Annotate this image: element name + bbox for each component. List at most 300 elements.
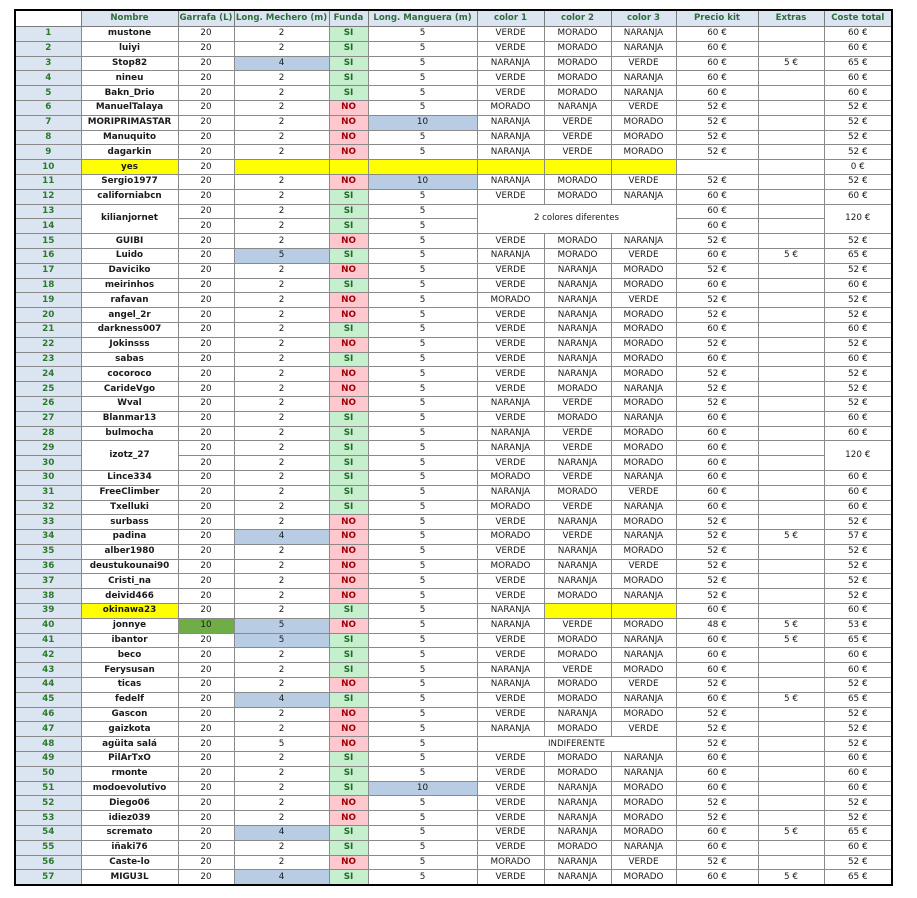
row-number[interactable]: 32: [15, 500, 81, 515]
color1-cell[interactable]: NARANJA: [477, 678, 544, 693]
garrafa-cell[interactable]: 20: [178, 485, 234, 500]
color1-cell[interactable]: VERDE: [477, 352, 544, 367]
manguera-cell[interactable]: 5: [368, 308, 477, 323]
header-funda[interactable]: Funda: [329, 10, 368, 27]
row-number[interactable]: 9: [15, 145, 81, 160]
total-cell[interactable]: 60 €: [824, 322, 892, 337]
mechero-cell[interactable]: 2: [234, 189, 329, 204]
manguera-cell[interactable]: 5: [368, 248, 477, 263]
precio-cell[interactable]: 60 €: [676, 781, 758, 796]
funda-cell[interactable]: NO: [329, 308, 368, 323]
funda-cell[interactable]: SI: [329, 485, 368, 500]
precio-cell[interactable]: 52 €: [676, 737, 758, 752]
nombre-cell[interactable]: Daviciko: [81, 263, 178, 278]
extras-cell[interactable]: [758, 189, 824, 204]
color3-cell[interactable]: NARANJA: [611, 71, 676, 86]
color3-cell[interactable]: [611, 604, 676, 619]
color3-cell[interactable]: MORADO: [611, 618, 676, 633]
row-number[interactable]: 36: [15, 559, 81, 574]
garrafa-cell[interactable]: 20: [178, 500, 234, 515]
mechero-cell[interactable]: 2: [234, 27, 329, 42]
total-cell[interactable]: 52 €: [824, 722, 892, 737]
funda-cell[interactable]: NO: [329, 234, 368, 249]
funda-cell[interactable]: NO: [329, 100, 368, 115]
mechero-cell[interactable]: 2: [234, 219, 329, 234]
color3-cell[interactable]: MORADO: [611, 781, 676, 796]
extras-cell[interactable]: [758, 574, 824, 589]
manguera-cell[interactable]: 5: [368, 826, 477, 841]
header-nombre[interactable]: Nombre: [81, 10, 178, 27]
row-number[interactable]: 18: [15, 278, 81, 293]
color1-cell[interactable]: VERDE: [477, 633, 544, 648]
color3-cell[interactable]: VERDE: [611, 485, 676, 500]
manguera-cell[interactable]: 5: [368, 530, 477, 545]
precio-cell[interactable]: 60 €: [676, 189, 758, 204]
mechero-cell[interactable]: 2: [234, 781, 329, 796]
funda-cell[interactable]: NO: [329, 589, 368, 604]
funda-cell[interactable]: NO: [329, 530, 368, 545]
row-number[interactable]: 47: [15, 722, 81, 737]
garrafa-cell[interactable]: 20: [178, 293, 234, 308]
garrafa-cell[interactable]: 20: [178, 248, 234, 263]
mechero-cell[interactable]: 2: [234, 293, 329, 308]
extras-cell[interactable]: [758, 559, 824, 574]
manguera-cell[interactable]: 5: [368, 766, 477, 781]
manguera-cell[interactable]: 5: [368, 322, 477, 337]
color1-cell[interactable]: VERDE: [477, 515, 544, 530]
total-cell[interactable]: 120 €: [824, 204, 892, 234]
garrafa-cell[interactable]: 20: [178, 544, 234, 559]
garrafa-cell[interactable]: 20: [178, 796, 234, 811]
extras-cell[interactable]: [758, 678, 824, 693]
row-number[interactable]: 45: [15, 692, 81, 707]
color3-cell[interactable]: NARANJA: [611, 766, 676, 781]
row-number[interactable]: 17: [15, 263, 81, 278]
funda-cell[interactable]: SI: [329, 322, 368, 337]
color3-cell[interactable]: NARANJA: [611, 382, 676, 397]
nombre-cell[interactable]: ibantor: [81, 633, 178, 648]
funda-cell[interactable]: NO: [329, 115, 368, 130]
color3-cell[interactable]: MORADO: [611, 456, 676, 471]
color2-cell[interactable]: VERDE: [544, 441, 611, 456]
color2-cell[interactable]: NARANJA: [544, 544, 611, 559]
mechero-cell[interactable]: 2: [234, 204, 329, 219]
nombre-cell[interactable]: PilArTxO: [81, 752, 178, 767]
colors-merged-cell[interactable]: 2 colores diferentes: [477, 204, 676, 234]
row-number[interactable]: 46: [15, 707, 81, 722]
color1-cell[interactable]: MORADO: [477, 855, 544, 870]
funda-cell[interactable]: SI: [329, 71, 368, 86]
funda-cell[interactable]: SI: [329, 204, 368, 219]
nombre-cell[interactable]: jonnye: [81, 618, 178, 633]
funda-cell[interactable]: SI: [329, 86, 368, 101]
extras-cell[interactable]: [758, 515, 824, 530]
header-color2[interactable]: color 2: [544, 10, 611, 27]
mechero-cell[interactable]: 2: [234, 367, 329, 382]
total-cell[interactable]: 60 €: [824, 352, 892, 367]
nombre-cell[interactable]: alber1980: [81, 544, 178, 559]
color3-cell[interactable]: VERDE: [611, 100, 676, 115]
funda-cell[interactable]: SI: [329, 766, 368, 781]
garrafa-cell[interactable]: 20: [178, 352, 234, 367]
mechero-cell[interactable]: 5: [234, 248, 329, 263]
garrafa-cell[interactable]: 20: [178, 322, 234, 337]
row-number[interactable]: 52: [15, 796, 81, 811]
row-number[interactable]: 50: [15, 766, 81, 781]
color3-cell[interactable]: NARANJA: [611, 589, 676, 604]
nombre-cell[interactable]: Ferysusan: [81, 663, 178, 678]
garrafa-cell[interactable]: 20: [178, 41, 234, 56]
color3-cell[interactable]: MORADO: [611, 515, 676, 530]
color1-cell[interactable]: VERDE: [477, 411, 544, 426]
color1-cell[interactable]: NARANJA: [477, 248, 544, 263]
garrafa-cell[interactable]: 20: [178, 456, 234, 471]
funda-cell[interactable]: SI: [329, 470, 368, 485]
funda-cell[interactable]: NO: [329, 722, 368, 737]
manguera-cell[interactable]: 5: [368, 337, 477, 352]
color3-cell[interactable]: NARANJA: [611, 530, 676, 545]
total-cell[interactable]: 60 €: [824, 500, 892, 515]
extras-cell[interactable]: [758, 71, 824, 86]
precio-cell[interactable]: 52 €: [676, 145, 758, 160]
nombre-cell[interactable]: luiyi: [81, 41, 178, 56]
nombre-cell[interactable]: angel_2r: [81, 308, 178, 323]
manguera-cell[interactable]: 5: [368, 204, 477, 219]
row-number[interactable]: 24: [15, 367, 81, 382]
garrafa-cell[interactable]: 20: [178, 707, 234, 722]
nombre-cell[interactable]: Caste-lo: [81, 855, 178, 870]
row-number[interactable]: 14: [15, 219, 81, 234]
nombre-cell[interactable]: rafavan: [81, 293, 178, 308]
color3-cell[interactable]: MORADO: [611, 396, 676, 411]
garrafa-cell[interactable]: 20: [178, 367, 234, 382]
total-cell[interactable]: 52 €: [824, 145, 892, 160]
color2-cell[interactable]: NARANJA: [544, 337, 611, 352]
color1-cell[interactable]: NARANJA: [477, 56, 544, 71]
extras-cell[interactable]: [758, 663, 824, 678]
total-cell[interactable]: 52 €: [824, 515, 892, 530]
nombre-cell[interactable]: ManuelTalaya: [81, 100, 178, 115]
nombre-cell[interactable]: Jokinsss: [81, 337, 178, 352]
total-cell[interactable]: 52 €: [824, 396, 892, 411]
funda-cell[interactable]: NO: [329, 367, 368, 382]
garrafa-cell[interactable]: 20: [178, 174, 234, 189]
row-number[interactable]: 16: [15, 248, 81, 263]
nombre-cell[interactable]: modoevolutivo: [81, 781, 178, 796]
color1-cell[interactable]: MORADO: [477, 293, 544, 308]
mechero-cell[interactable]: 2: [234, 456, 329, 471]
color3-cell[interactable]: MORADO: [611, 337, 676, 352]
garrafa-cell[interactable]: 20: [178, 530, 234, 545]
color2-cell[interactable]: MORADO: [544, 633, 611, 648]
garrafa-cell[interactable]: 20: [178, 337, 234, 352]
precio-cell[interactable]: 52 €: [676, 174, 758, 189]
garrafa-cell[interactable]: 20: [178, 278, 234, 293]
funda-cell[interactable]: NO: [329, 796, 368, 811]
nombre-cell[interactable]: deustukounai90: [81, 559, 178, 574]
extras-cell[interactable]: [758, 367, 824, 382]
precio-cell[interactable]: 60 €: [676, 441, 758, 456]
colors-merged-cell[interactable]: INDIFERENTE: [477, 737, 676, 752]
garrafa-cell[interactable]: 20: [178, 752, 234, 767]
manguera-cell[interactable]: 5: [368, 263, 477, 278]
row-number[interactable]: 41: [15, 633, 81, 648]
funda-cell[interactable]: SI: [329, 41, 368, 56]
color2-cell[interactable]: MORADO: [544, 752, 611, 767]
mechero-cell[interactable]: 2: [234, 855, 329, 870]
precio-cell[interactable]: 52 €: [676, 367, 758, 382]
color1-cell[interactable]: VERDE: [477, 692, 544, 707]
color1-cell[interactable]: VERDE: [477, 456, 544, 471]
total-cell[interactable]: 52 €: [824, 678, 892, 693]
row-number[interactable]: 26: [15, 396, 81, 411]
manguera-cell[interactable]: 5: [368, 41, 477, 56]
manguera-cell[interactable]: 5: [368, 352, 477, 367]
funda-cell[interactable]: NO: [329, 737, 368, 752]
total-cell[interactable]: 60 €: [824, 648, 892, 663]
total-cell[interactable]: 65 €: [824, 870, 892, 885]
garrafa-cell[interactable]: 20: [178, 115, 234, 130]
row-number[interactable]: 56: [15, 855, 81, 870]
row-number[interactable]: 2: [15, 41, 81, 56]
row-number[interactable]: 13: [15, 204, 81, 219]
nombre-cell[interactable]: izotz_27: [81, 441, 178, 471]
color2-cell[interactable]: VERDE: [544, 130, 611, 145]
mechero-cell[interactable]: 4: [234, 870, 329, 885]
color2-cell[interactable]: NARANJA: [544, 707, 611, 722]
garrafa-cell[interactable]: 20: [178, 766, 234, 781]
color2-cell[interactable]: NARANJA: [544, 352, 611, 367]
extras-cell[interactable]: [758, 781, 824, 796]
garrafa-cell[interactable]: 20: [178, 27, 234, 42]
color1-cell[interactable]: VERDE: [477, 574, 544, 589]
color2-cell[interactable]: VERDE: [544, 618, 611, 633]
total-cell[interactable]: 52 €: [824, 544, 892, 559]
funda-cell[interactable]: NO: [329, 574, 368, 589]
extras-cell[interactable]: [758, 604, 824, 619]
color1-cell[interactable]: VERDE: [477, 811, 544, 826]
nombre-cell[interactable]: meirinhos: [81, 278, 178, 293]
extras-cell[interactable]: [758, 456, 824, 471]
mechero-cell[interactable]: 2: [234, 396, 329, 411]
color2-cell[interactable]: NARANJA: [544, 322, 611, 337]
row-number[interactable]: 53: [15, 811, 81, 826]
precio-cell[interactable]: 60 €: [676, 485, 758, 500]
color2-cell[interactable]: VERDE: [544, 115, 611, 130]
total-cell[interactable]: 65 €: [824, 56, 892, 71]
garrafa-cell[interactable]: 20: [178, 426, 234, 441]
total-cell[interactable]: 65 €: [824, 633, 892, 648]
mechero-cell[interactable]: 2: [234, 71, 329, 86]
row-number[interactable]: 8: [15, 130, 81, 145]
total-cell[interactable]: 52 €: [824, 707, 892, 722]
mechero-cell[interactable]: 2: [234, 41, 329, 56]
row-number[interactable]: 3: [15, 56, 81, 71]
extras-cell[interactable]: [758, 840, 824, 855]
color2-cell[interactable]: MORADO: [544, 174, 611, 189]
mechero-cell[interactable]: 2: [234, 648, 329, 663]
color1-cell[interactable]: MORADO: [477, 530, 544, 545]
row-number[interactable]: 49: [15, 752, 81, 767]
manguera-cell[interactable]: 5: [368, 604, 477, 619]
header-precio[interactable]: Precio kit: [676, 10, 758, 27]
total-cell[interactable]: 60 €: [824, 71, 892, 86]
manguera-cell[interactable]: 5: [368, 707, 477, 722]
garrafa-cell[interactable]: 20: [178, 411, 234, 426]
precio-cell[interactable]: 52 €: [676, 559, 758, 574]
total-cell[interactable]: 52 €: [824, 855, 892, 870]
color2-cell[interactable]: NARANJA: [544, 278, 611, 293]
mechero-cell[interactable]: 2: [234, 663, 329, 678]
funda-cell[interactable]: NO: [329, 855, 368, 870]
manguera-cell[interactable]: 5: [368, 811, 477, 826]
extras-cell[interactable]: [758, 293, 824, 308]
extras-cell[interactable]: [758, 86, 824, 101]
precio-cell[interactable]: 52 €: [676, 100, 758, 115]
total-cell[interactable]: 60 €: [824, 766, 892, 781]
row-number[interactable]: 37: [15, 574, 81, 589]
mechero-cell[interactable]: 2: [234, 840, 329, 855]
color1-cell[interactable]: MORADO: [477, 470, 544, 485]
mechero-cell[interactable]: 2: [234, 752, 329, 767]
nombre-cell[interactable]: Gascon: [81, 707, 178, 722]
funda-cell[interactable]: NO: [329, 678, 368, 693]
total-cell[interactable]: 57 €: [824, 530, 892, 545]
nombre-cell[interactable]: Sergio1977: [81, 174, 178, 189]
color3-cell[interactable]: NARANJA: [611, 692, 676, 707]
manguera-cell[interactable]: 5: [368, 145, 477, 160]
extras-cell[interactable]: [758, 130, 824, 145]
extras-cell[interactable]: [758, 648, 824, 663]
manguera-cell[interactable]: 5: [368, 678, 477, 693]
color2-cell[interactable]: NARANJA: [544, 293, 611, 308]
manguera-cell[interactable]: 5: [368, 633, 477, 648]
manguera-cell[interactable]: 5: [368, 870, 477, 885]
color2-cell[interactable]: VERDE: [544, 145, 611, 160]
manguera-cell[interactable]: 5: [368, 100, 477, 115]
extras-cell[interactable]: 5 €: [758, 248, 824, 263]
manguera-cell[interactable]: 10: [368, 781, 477, 796]
total-cell[interactable]: 60 €: [824, 189, 892, 204]
color2-cell[interactable]: NARANJA: [544, 263, 611, 278]
manguera-cell[interactable]: 5: [368, 752, 477, 767]
funda-cell[interactable]: [329, 160, 368, 175]
color3-cell[interactable]: MORADO: [611, 130, 676, 145]
precio-cell[interactable]: 60 €: [676, 663, 758, 678]
manguera-cell[interactable]: 5: [368, 219, 477, 234]
mechero-cell[interactable]: 2: [234, 145, 329, 160]
extras-cell[interactable]: [758, 766, 824, 781]
funda-cell[interactable]: NO: [329, 396, 368, 411]
funda-cell[interactable]: NO: [329, 382, 368, 397]
total-cell[interactable]: 60 €: [824, 27, 892, 42]
total-cell[interactable]: 60 €: [824, 752, 892, 767]
color1-cell[interactable]: VERDE: [477, 322, 544, 337]
total-cell[interactable]: 52 €: [824, 796, 892, 811]
funda-cell[interactable]: SI: [329, 633, 368, 648]
mechero-cell[interactable]: 2: [234, 86, 329, 101]
total-cell[interactable]: 60 €: [824, 86, 892, 101]
color1-cell[interactable]: VERDE: [477, 308, 544, 323]
manguera-cell[interactable]: 5: [368, 485, 477, 500]
precio-cell[interactable]: 60 €: [676, 840, 758, 855]
funda-cell[interactable]: SI: [329, 500, 368, 515]
row-number[interactable]: 25: [15, 382, 81, 397]
nombre-cell[interactable]: idiez039: [81, 811, 178, 826]
color3-cell[interactable]: NARANJA: [611, 840, 676, 855]
mechero-cell[interactable]: 2: [234, 263, 329, 278]
garrafa-cell[interactable]: 20: [178, 722, 234, 737]
nombre-cell[interactable]: cocoroco: [81, 367, 178, 382]
color1-cell[interactable]: VERDE: [477, 544, 544, 559]
nombre-cell[interactable]: mustone: [81, 27, 178, 42]
garrafa-cell[interactable]: 20: [178, 781, 234, 796]
precio-cell[interactable]: 52 €: [676, 130, 758, 145]
garrafa-cell[interactable]: 20: [178, 515, 234, 530]
nombre-cell[interactable]: Wval: [81, 396, 178, 411]
color3-cell[interactable]: MORADO: [611, 308, 676, 323]
nombre-cell[interactable]: agüita salá: [81, 737, 178, 752]
precio-cell[interactable]: 52 €: [676, 308, 758, 323]
extras-cell[interactable]: [758, 234, 824, 249]
garrafa-cell[interactable]: 20: [178, 308, 234, 323]
funda-cell[interactable]: NO: [329, 544, 368, 559]
nombre-cell[interactable]: Manuquito: [81, 130, 178, 145]
mechero-cell[interactable]: 2: [234, 130, 329, 145]
funda-cell[interactable]: SI: [329, 663, 368, 678]
nombre-cell[interactable]: CarideVgo: [81, 382, 178, 397]
total-cell[interactable]: 52 €: [824, 234, 892, 249]
garrafa-cell[interactable]: 20: [178, 71, 234, 86]
funda-cell[interactable]: SI: [329, 27, 368, 42]
total-cell[interactable]: 52 €: [824, 589, 892, 604]
color1-cell[interactable]: VERDE: [477, 86, 544, 101]
mechero-cell[interactable]: 2: [234, 470, 329, 485]
manguera-cell[interactable]: 5: [368, 722, 477, 737]
extras-cell[interactable]: [758, 382, 824, 397]
funda-cell[interactable]: SI: [329, 426, 368, 441]
total-cell[interactable]: 65 €: [824, 692, 892, 707]
mechero-cell[interactable]: 2: [234, 382, 329, 397]
precio-cell[interactable]: 60 €: [676, 870, 758, 885]
color3-cell[interactable]: MORADO: [611, 574, 676, 589]
extras-cell[interactable]: [758, 485, 824, 500]
total-cell[interactable]: 52 €: [824, 737, 892, 752]
row-number[interactable]: 34: [15, 530, 81, 545]
precio-cell[interactable]: [676, 160, 758, 175]
mechero-cell[interactable]: 2: [234, 811, 329, 826]
nombre-cell[interactable]: rmonte: [81, 766, 178, 781]
extras-cell[interactable]: [758, 796, 824, 811]
garrafa-cell[interactable]: 20: [178, 840, 234, 855]
total-cell[interactable]: 52 €: [824, 574, 892, 589]
funda-cell[interactable]: SI: [329, 870, 368, 885]
color1-cell[interactable]: NARANJA: [477, 145, 544, 160]
precio-cell[interactable]: 60 €: [676, 411, 758, 426]
manguera-cell[interactable]: [368, 160, 477, 175]
funda-cell[interactable]: SI: [329, 840, 368, 855]
manguera-cell[interactable]: 5: [368, 293, 477, 308]
extras-cell[interactable]: [758, 589, 824, 604]
color2-cell[interactable]: NARANJA: [544, 811, 611, 826]
color1-cell[interactable]: NARANJA: [477, 441, 544, 456]
total-cell[interactable]: 120 €: [824, 441, 892, 471]
color1-cell[interactable]: NARANJA: [477, 618, 544, 633]
color3-cell[interactable]: MORADO: [611, 115, 676, 130]
extras-cell[interactable]: [758, 27, 824, 42]
nombre-cell[interactable]: Txelluki: [81, 500, 178, 515]
mechero-cell[interactable]: 2: [234, 604, 329, 619]
